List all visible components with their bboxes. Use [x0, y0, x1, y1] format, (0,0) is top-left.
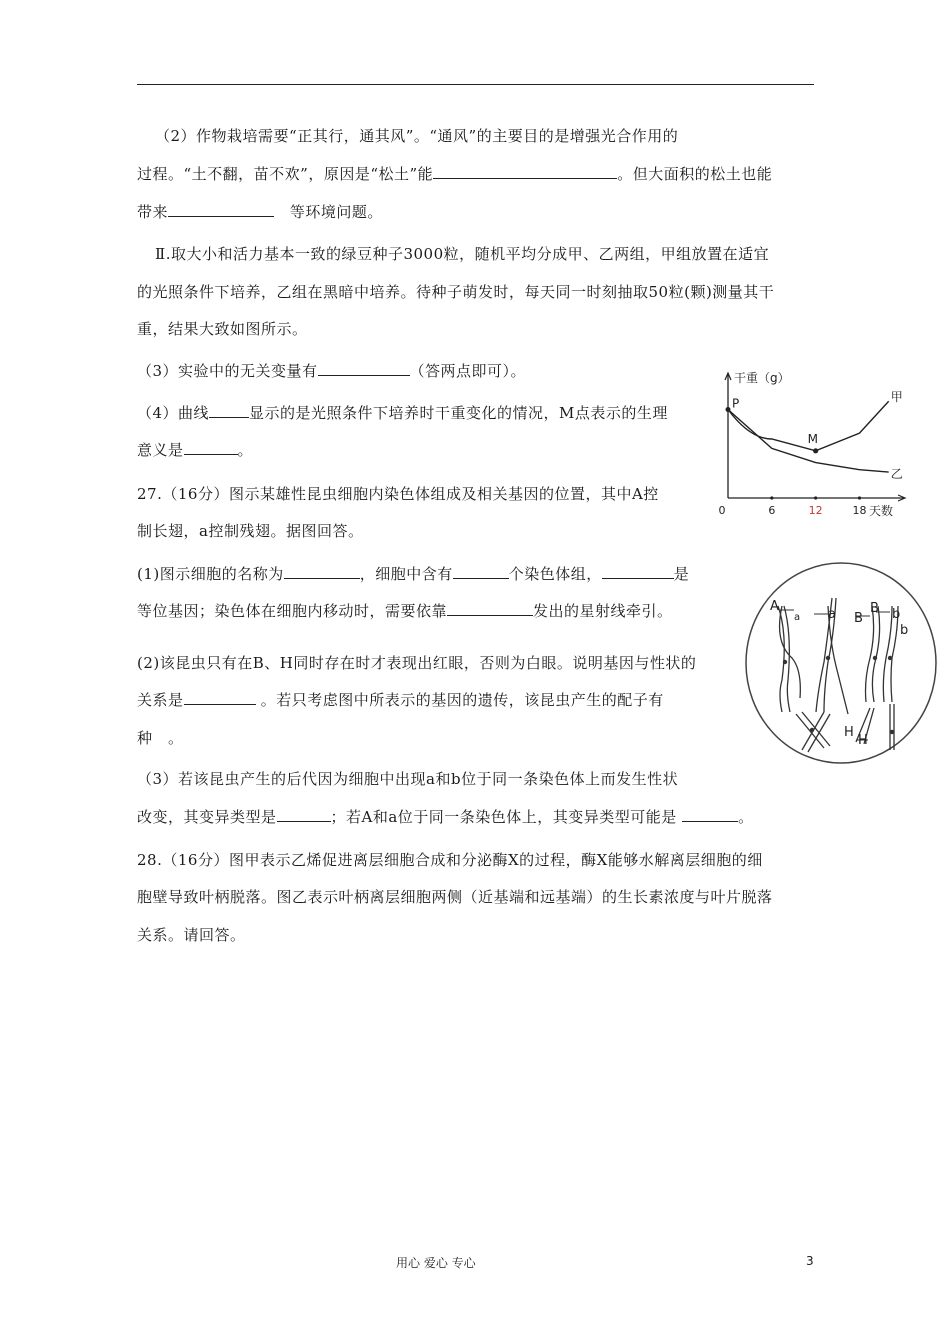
answer-blank[interactable] — [453, 564, 509, 579]
q27a-line-2: 等位基因；染色体在细胞内移动时，需要依靠 发出的星射线牵引。 — [137, 602, 673, 620]
cell-diagram — [744, 562, 944, 770]
answer-blank[interactable] — [447, 601, 533, 616]
point-M — [813, 448, 818, 453]
page-number: 3 — [806, 1254, 814, 1268]
q27c-line-1: （3）若该昆虫产生的后代因为细胞中出现a和b位于同一条染色体上而发生性状 — [137, 770, 679, 788]
q28-line-2: 胞壁导致叶柄脱落。图乙表示叶柄离层细胞两侧（近基端和远基端）的生长素浓度与叶片脱落 — [137, 888, 773, 906]
x-axis-label: 天数 — [869, 504, 894, 518]
answer-blank[interactable] — [284, 564, 360, 579]
q2-line-3: 带来 等环境问题。 — [137, 203, 383, 221]
q27-line-2: 制长翅，a控制残翅。据图回答。 — [137, 522, 364, 540]
answer-blank[interactable] — [168, 202, 274, 217]
gene-label: a — [794, 612, 801, 623]
point-label: M — [807, 431, 819, 446]
q27-line-1: 27.（16分）图示某雄性昆虫细胞内染色体组成及相关基因的位置，其中A控 — [137, 485, 659, 503]
answer-blank[interactable] — [184, 690, 256, 705]
header-rule — [137, 84, 814, 85]
q2-line-1: （2）作物栽培需要“正其行，通其风”。“通风”的主要目的是增强光合作用的 — [155, 127, 679, 145]
cell-membrane — [746, 563, 936, 763]
II-line-3: 重，结果大致如图所示。 — [137, 320, 308, 338]
q27b-line-2: 关系是 。若只考虑图中所表示的基因的遗传，该昆虫产生的配子有 — [137, 691, 664, 709]
answer-blank[interactable] — [209, 403, 249, 418]
II-line-1: Ⅱ.取大小和活力基本一致的绿豆种子3000粒，随机平均分成甲、乙两组，甲组放置在适宜 — [155, 245, 770, 263]
q27c-line-2: 改变，其变异类型是 ；若A和a位于同一条染色体上，其变异类型可能是 。 — [137, 808, 754, 826]
x-tick-label: 12 — [808, 504, 823, 517]
gene-label: b — [900, 623, 909, 638]
y-axis-label: 干重（g） — [734, 371, 790, 385]
q4-line-2: 意义是 。 — [137, 441, 254, 459]
series-label: 乙 — [890, 467, 903, 482]
x-tick-label: 18 — [852, 504, 867, 517]
q27b-line-3: 种 。 — [137, 729, 184, 747]
x-tick-mark — [858, 496, 861, 499]
answer-blank[interactable] — [184, 440, 238, 455]
series-label: 甲 — [890, 390, 903, 405]
answer-blank[interactable] — [602, 564, 674, 579]
q3-line: （3）实验中的无关变量有 （答两点即可）。 — [137, 362, 527, 380]
q28-line-3: 关系。请回答。 — [137, 926, 246, 944]
x-tick-label: 0 — [718, 504, 726, 517]
gene-label: b — [892, 607, 901, 622]
q28-line-1: 28.（16分）图甲表示乙烯促进离层细胞合成和分泌酶X的过程，酶X能够水解离层细胞的细 — [137, 851, 763, 869]
answer-blank[interactable] — [277, 807, 331, 822]
gene-label: B — [854, 611, 863, 626]
gene-label: B — [870, 601, 879, 616]
x-tick-mark — [770, 496, 773, 499]
gene-label: H — [858, 733, 868, 748]
II-line-2: 的光照条件下培养，乙组在黑暗中培养。待种子萌发时，每天同一时刻抽取50粒(颗)测量其干 — [137, 283, 775, 301]
chromosome-small-left — [796, 712, 830, 752]
q4-line-1: （4）曲线 显示的是光照条件下培养时干重变化的情况，M点表示的生理 — [137, 404, 668, 422]
point-label: P — [732, 396, 740, 411]
q2-line-2: 过程。“土不翻，苗不欢”，原因是“松土”能 。但大面积的松土也能 — [137, 165, 773, 183]
point-P — [726, 407, 731, 412]
footer-slogan: 用心 爱心 专心 — [396, 1256, 476, 1270]
q27b-line-1: (2)该昆虫只有在B、H同时存在时才表现出红眼，否则为白眼。说明基因与性状的 — [137, 654, 697, 672]
dry-weight-chart — [712, 368, 912, 524]
gene-label: H — [844, 725, 854, 740]
gene-label: A — [770, 599, 779, 614]
chromosome-B — [866, 606, 880, 702]
centromere-markers — [783, 656, 894, 734]
answer-blank[interactable] — [433, 164, 617, 179]
x-tick-label: 6 — [768, 504, 776, 517]
gene-label: a — [828, 607, 836, 622]
answer-blank[interactable] — [318, 361, 410, 376]
answer-blank[interactable] — [682, 807, 738, 822]
x-tick-mark — [814, 496, 817, 499]
q27a-line-1: (1)图示细胞的名称为 ，细胞中含有 个染色体组， 是 — [137, 565, 690, 583]
